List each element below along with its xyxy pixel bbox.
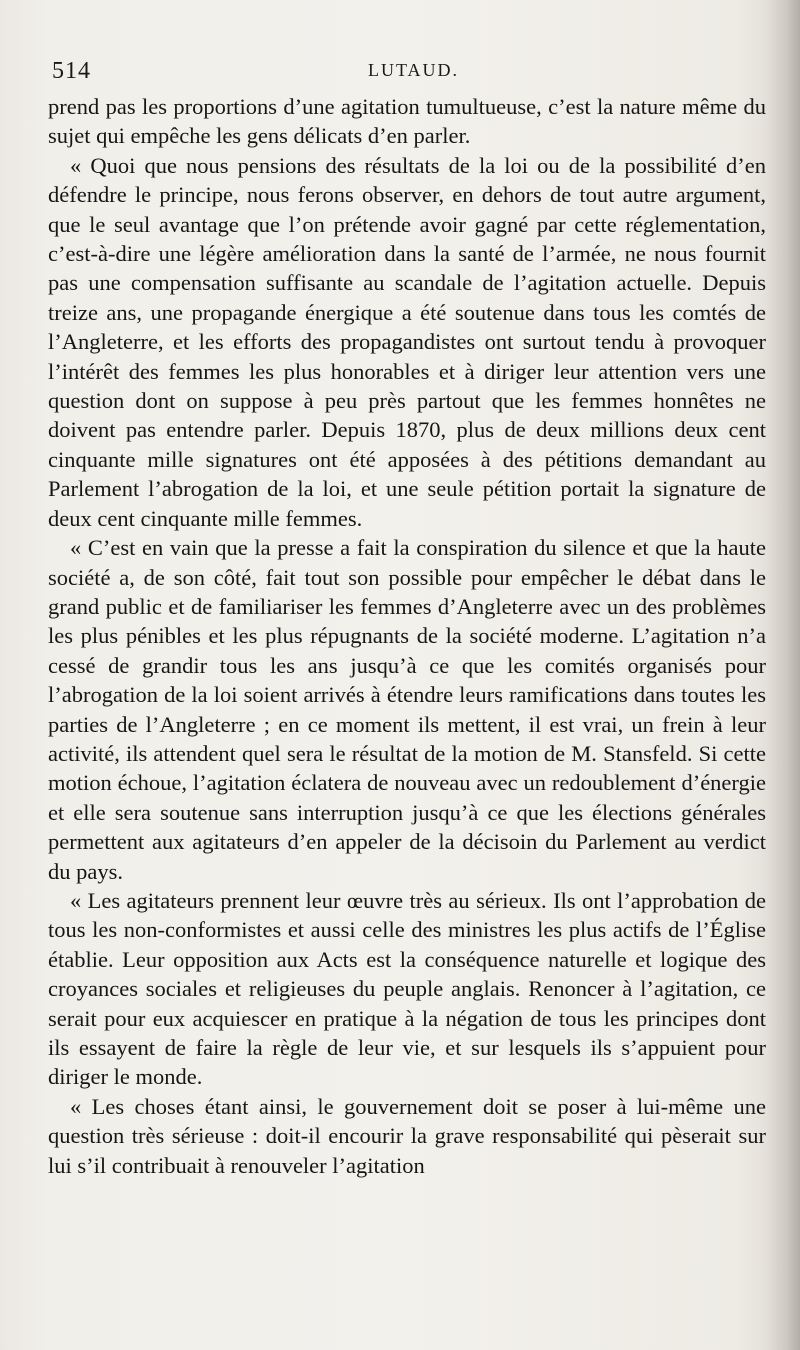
paragraph-quote-1: « Quoi que nous pensions des résultats de la loi ou de la possibilité d’en défendre le principe, nous ferons observer, en dehors de tout autre argument, que le seul avantage que l’on prétende avoir gagné par cette réglementation, c’est-à-dire une légère amélioration dans la santé de l’armée, ne nous fournit pas une compensation suffisante au scandale de l’agitation actuelle. Depuis treize ans, une propagande énergique a été soutenue dans tous les comtés de l’Angleterre, et les efforts des propagandistes ont surtout tendu à provoquer l’intérêt des femmes les plus honorables et à diriger leur attention vers une question dont on suppose à peu près partout que les femmes honnêtes ne doivent pas entendre parler. Depuis 1870, plus de deux millions deux cent cinquante mille signatures ont été apposées à des pétitions demandant au Parlement l’abrogation de la loi, et une seule pétition portait la signature de deux cent cinquante mille femmes. bbox=[48, 152, 766, 531]
paragraph-quote-4: « Les choses étant ainsi, le gouvernement doit se poser à lui-même une question très sérieuse : doit-il encourir la grave responsabilité qui pèserait sur lui s’il contribuait à renouveler l’agitation bbox=[48, 1093, 766, 1178]
page-header bbox=[52, 58, 760, 88]
page-number: 514 bbox=[52, 58, 91, 84]
paragraph-quote-3: « Les agitateurs prennent leur œuvre très au sérieux. Ils ont l’approbation de tous les non-conformistes et aussi celle des ministres les plus actifs de l’Église établie. Leur opposition aux Acts est la conséquence naturelle et logique des croyances sociales et religieuses du peuple anglais. Renoncer à l’agitation, ce serait pour eux acquiescer en pratique à la négation de tous les principes dont ils essayent de faire la règle de leur vie, et sur lesquels ils s’appuient pour diriger le monde. bbox=[48, 887, 766, 1090]
paragraph-quote-2: « C’est en vain que la presse a fait la conspiration du silence et que la haute société a, de son côté, fait tout son possible pour empêcher le débat dans le grand public et de familiariser les femmes d’Angleterre avec un des problèmes les plus pénibles et les plus répugnants de la société moderne. L’agitation n’a cessé de grandir tous les ans jusqu’à ce que les comités organisés pour l’abrogation de la loi soient arrivés à étendre leurs ramifications dans toutes les parties de l’Angleterre ; en ce moment ils mettent, il est vrai, un frein à leur activité, ils attendent quel sera le résultat de la motion de M. Stansfeld. Si cette motion échoue, l’agitation éclatera de nouveau avec un redoublement d’énergie et elle sera soutenue sans interruption jusqu’à ce que les élections générales permettent aux agitateurs d’en appeler de la décisoin du Parlement au verdict du pays. bbox=[48, 535, 766, 884]
paragraph-continued: prend pas les proportions d’une agitation tumultueuse, c’est la nature même du sujet qui empêche les gens délicats d’en parler. bbox=[48, 94, 766, 149]
running-head: LUTAUD. bbox=[368, 60, 460, 80]
body-text bbox=[48, 92, 766, 1180]
page-edge-shadow bbox=[766, 0, 800, 1350]
